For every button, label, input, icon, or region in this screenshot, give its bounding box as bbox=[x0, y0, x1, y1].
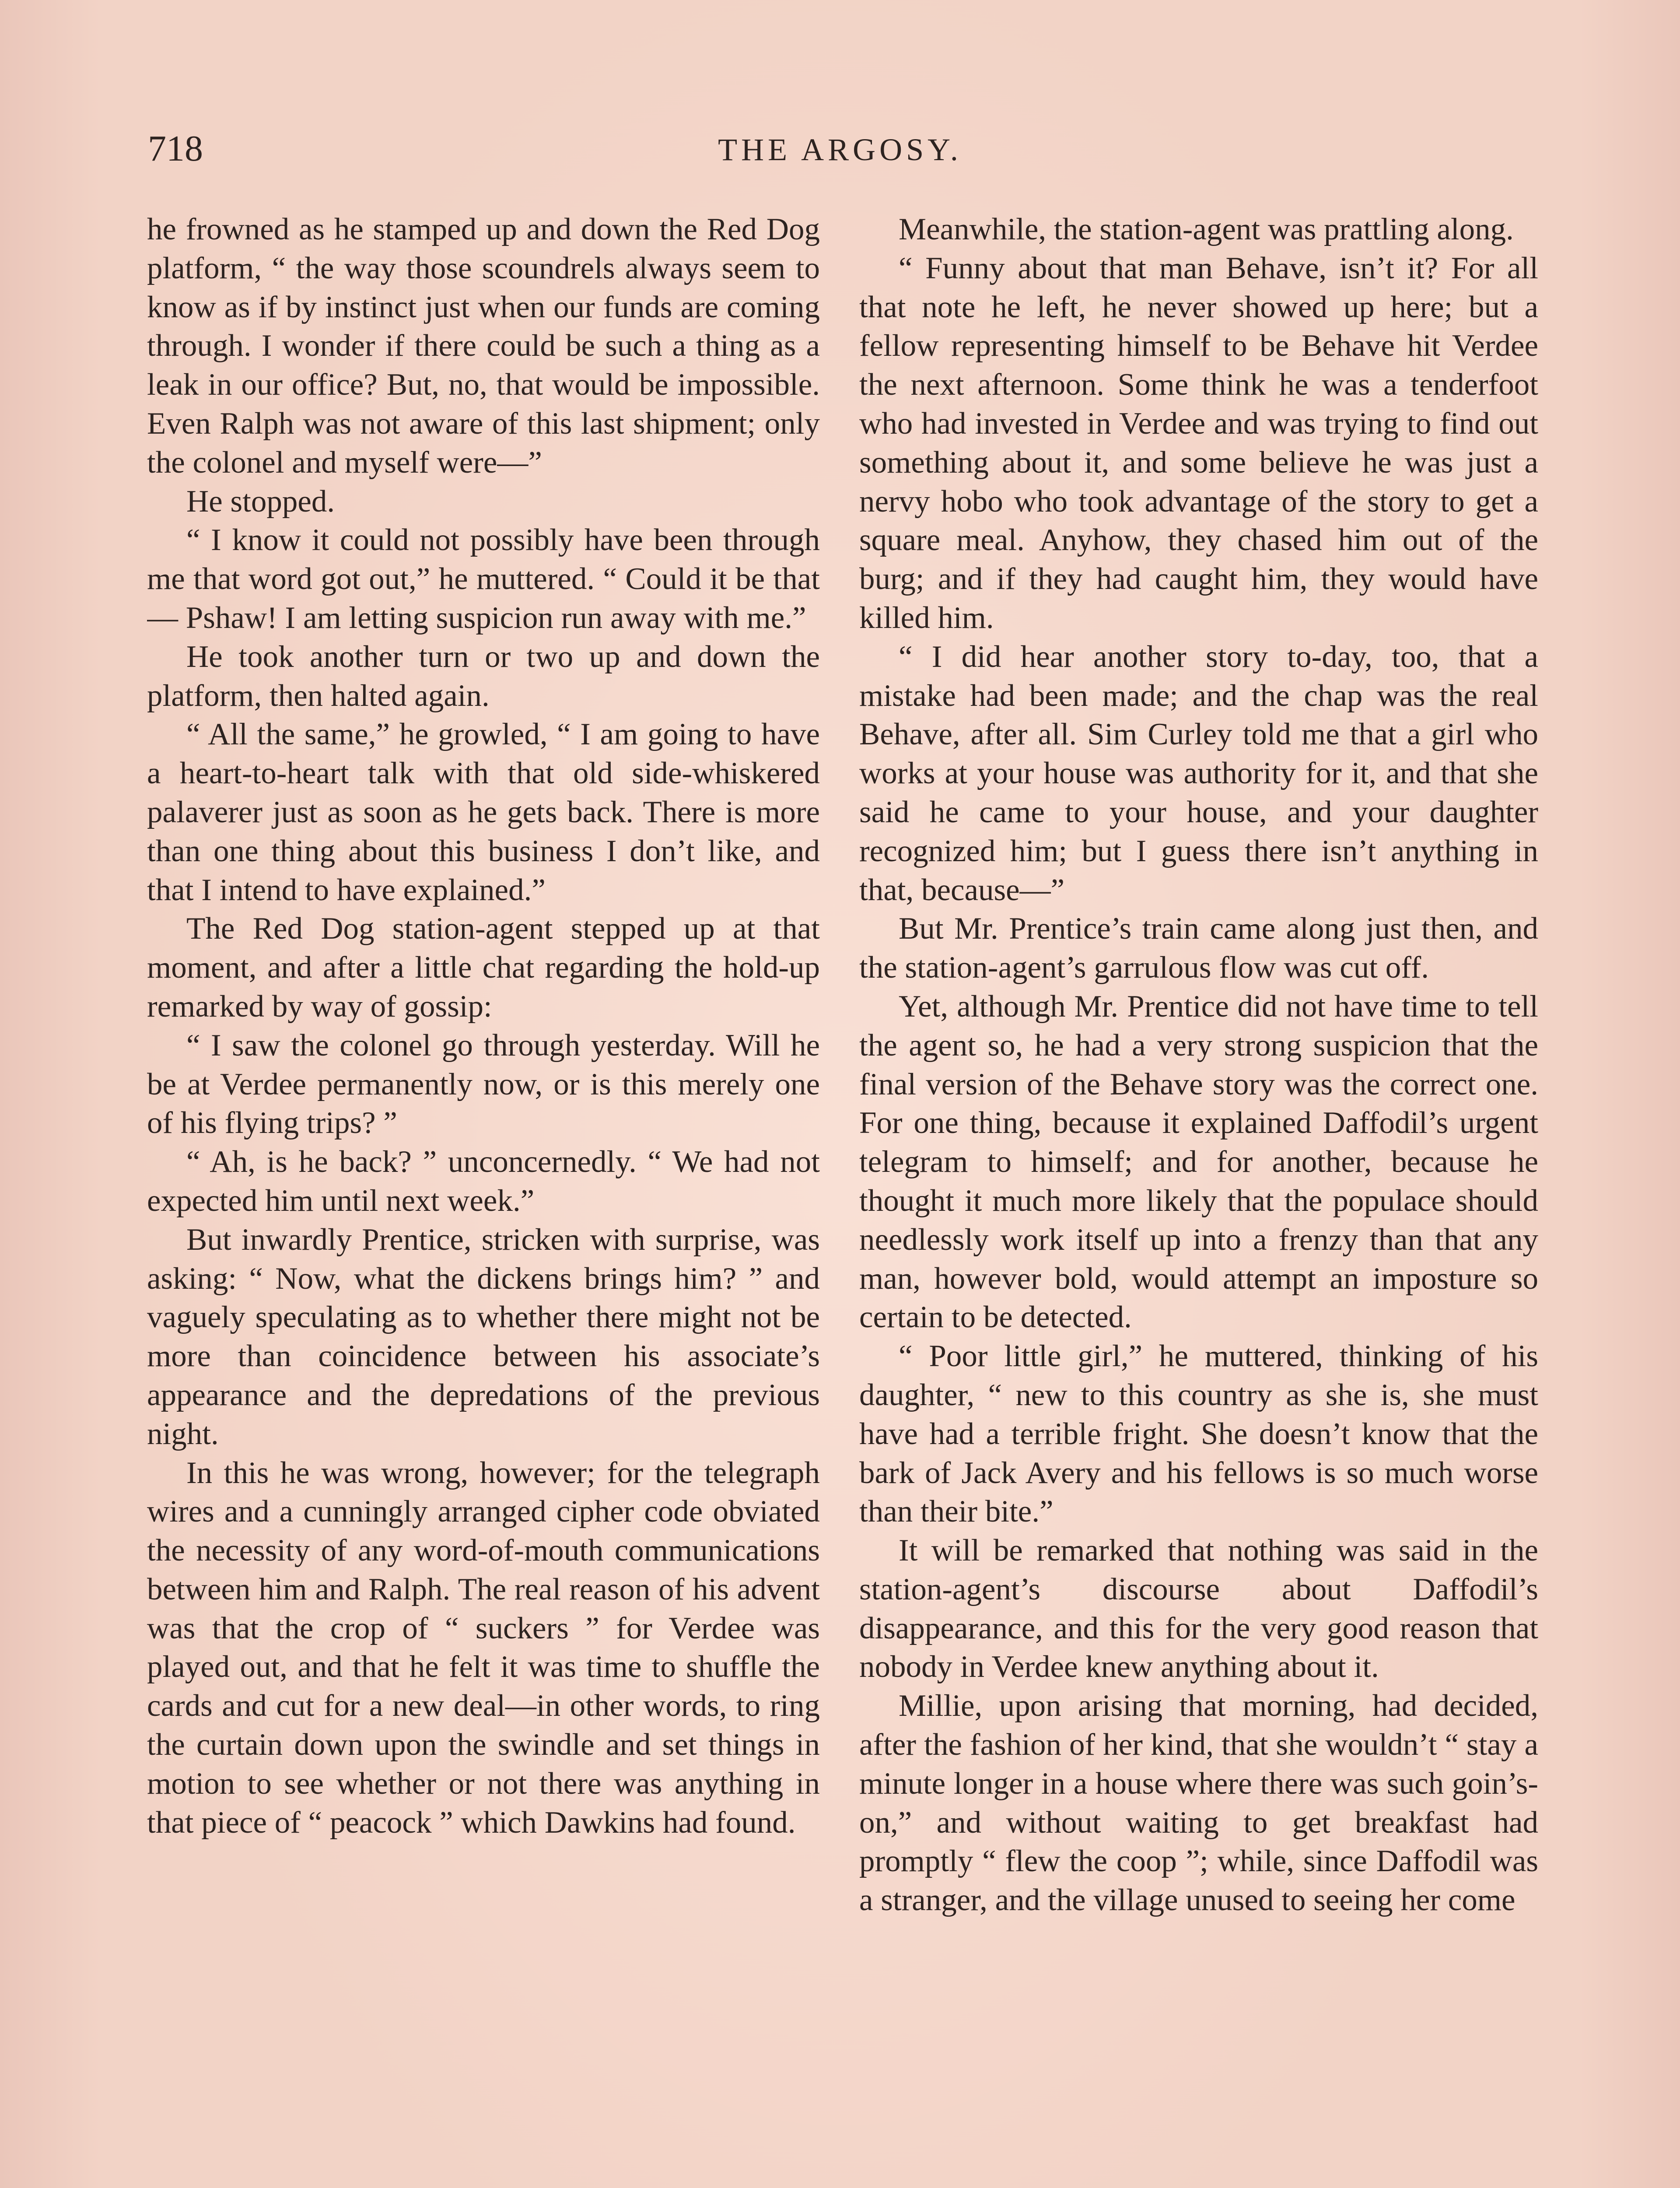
paragraph: “ I did hear another story to-day, too, that a mistake had been made; and the chap was the real Behave, after all. Sim Curley told me that a girl who works at your house was authority for it, and that she said he came to your house, and your daughter recognized him; but I guess there isn’t anything in that, because—” bbox=[859, 639, 1538, 907]
paragraph: Meanwhile, the station-agent was prattling along. bbox=[899, 212, 1514, 246]
right-column bbox=[859, 210, 1538, 2188]
paragraph: He took another turn or two up and down the platform, then halted again. bbox=[147, 639, 820, 713]
paragraph: “ Ah, is he back? ” unconcernedly. “ We had not expected him until next week.” bbox=[147, 1145, 820, 1218]
paragraph: “ All the same,” he growled, “ I am going to have a heart-to-heart talk with that old side-whiskered palaverer just as soon as he gets back. There is more than one thing about this business I don’t like, and that I intend to have explained.” bbox=[147, 717, 820, 907]
paragraph: “ Poor little girl,” he muttered, thinking of his daughter, “ new to this country as she is, she must have had a terrible fright. She doesn’t know that the bark of Jack Avery and his fellows is so much worse than their bite.” bbox=[859, 1339, 1538, 1529]
paragraph: But Mr. Prentice’s train came along just then, and the station-agent’s garrulous flow was cut off. bbox=[859, 912, 1538, 985]
paragraph: Millie, upon arising that morning, had decided, after the fashion of her kind, that she wouldn’t “ stay a minute longer in a house where there was such goin’s-on,” and without waiting to get breakfast had promptly “ flew the coop ”; while, since Daffodil was a stranger, and the village unused to seeing her come bbox=[859, 1689, 1538, 1918]
paragraph: he frowned as he stamped up and down the Red Dog platform, “ the way those scoundrels always seem to know as if by instinct just when our funds are coming through. I wonder if there could be such a thing as a leak in our office? But, no, that would be impossible. Even Ralph was not aware of this last shipment; only the colonel and myself were—” bbox=[147, 212, 820, 480]
page-number: 718 bbox=[148, 128, 203, 169]
paragraph: The Red Dog station-agent stepped up at that moment, and after a little chat regarding the hold-up remarked by way of gossip: bbox=[147, 912, 820, 1024]
left-column bbox=[147, 210, 820, 2188]
page-header bbox=[0, 127, 1680, 175]
paragraph: “ I know it could not possibly have been through me that word got out,” he muttered. “ Could it be that— Pshaw! I am letting suspicion run away with me.” bbox=[147, 523, 820, 635]
running-title: THE ARGOSY. bbox=[718, 132, 962, 167]
paragraph: Yet, although Mr. Prentice did not have time to tell the agent so, he had a very strong suspicion that the final version of the Behave story was the correct one. For one thing, because it explained Daffodil’s urgent telegram to himself; and for another, because he thought it much more likely that the populace should needlessly work itself up into a frenzy than that any man, however bold, would attempt an imposture so certain to be detected. bbox=[859, 989, 1538, 1335]
paragraph: But inwardly Prentice, stricken with surprise, was asking: “ Now, what the dickens brings him? ” and vaguely speculating as to whether there might not be more than coincidence between his associate’s appearance and the depredations of the previous night. bbox=[147, 1222, 820, 1451]
paragraph: It will be remarked that nothing was said in the station-agent’s discourse about Daffodil’s disappearance, and this for the very good reason that nobody in Verdee knew anything about it. bbox=[859, 1533, 1538, 1684]
paragraph: “ I saw the colonel go through yesterday. Will he be at Verdee permanently now, or is this merely one of his flying trips? ” bbox=[147, 1028, 820, 1140]
paragraph: “ Funny about that man Behave, isn’t it? For all that note he left, he never showed up here; but a fellow representing himself to be Behave hit Verdee the next afternoon. Some think he was a tenderfoot who had invested in Verdee and was trying to find out something about it, and some believe he was just a nervy hobo who took advantage of the story to get a square meal. Anyhow, they chased him out of the burg; and if they had caught him, they would have killed him. bbox=[859, 251, 1538, 635]
paragraph: In this he was wrong, however; for the telegraph wires and a cunningly arranged cipher code obviated the necessity of any word-of-mouth communications between him and Ralph. The real reason of his advent was that the crop of “ suckers ” for Verdee was played out, and that he felt it was time to shuffle the cards and cut for a new deal—in other words, to ring the curtain down upon the swindle and set things in motion to see whether or not there was anything in that piece of “ peacock ” which Dawkins had found. bbox=[147, 1455, 820, 1840]
paragraph: He stopped. bbox=[186, 484, 335, 519]
